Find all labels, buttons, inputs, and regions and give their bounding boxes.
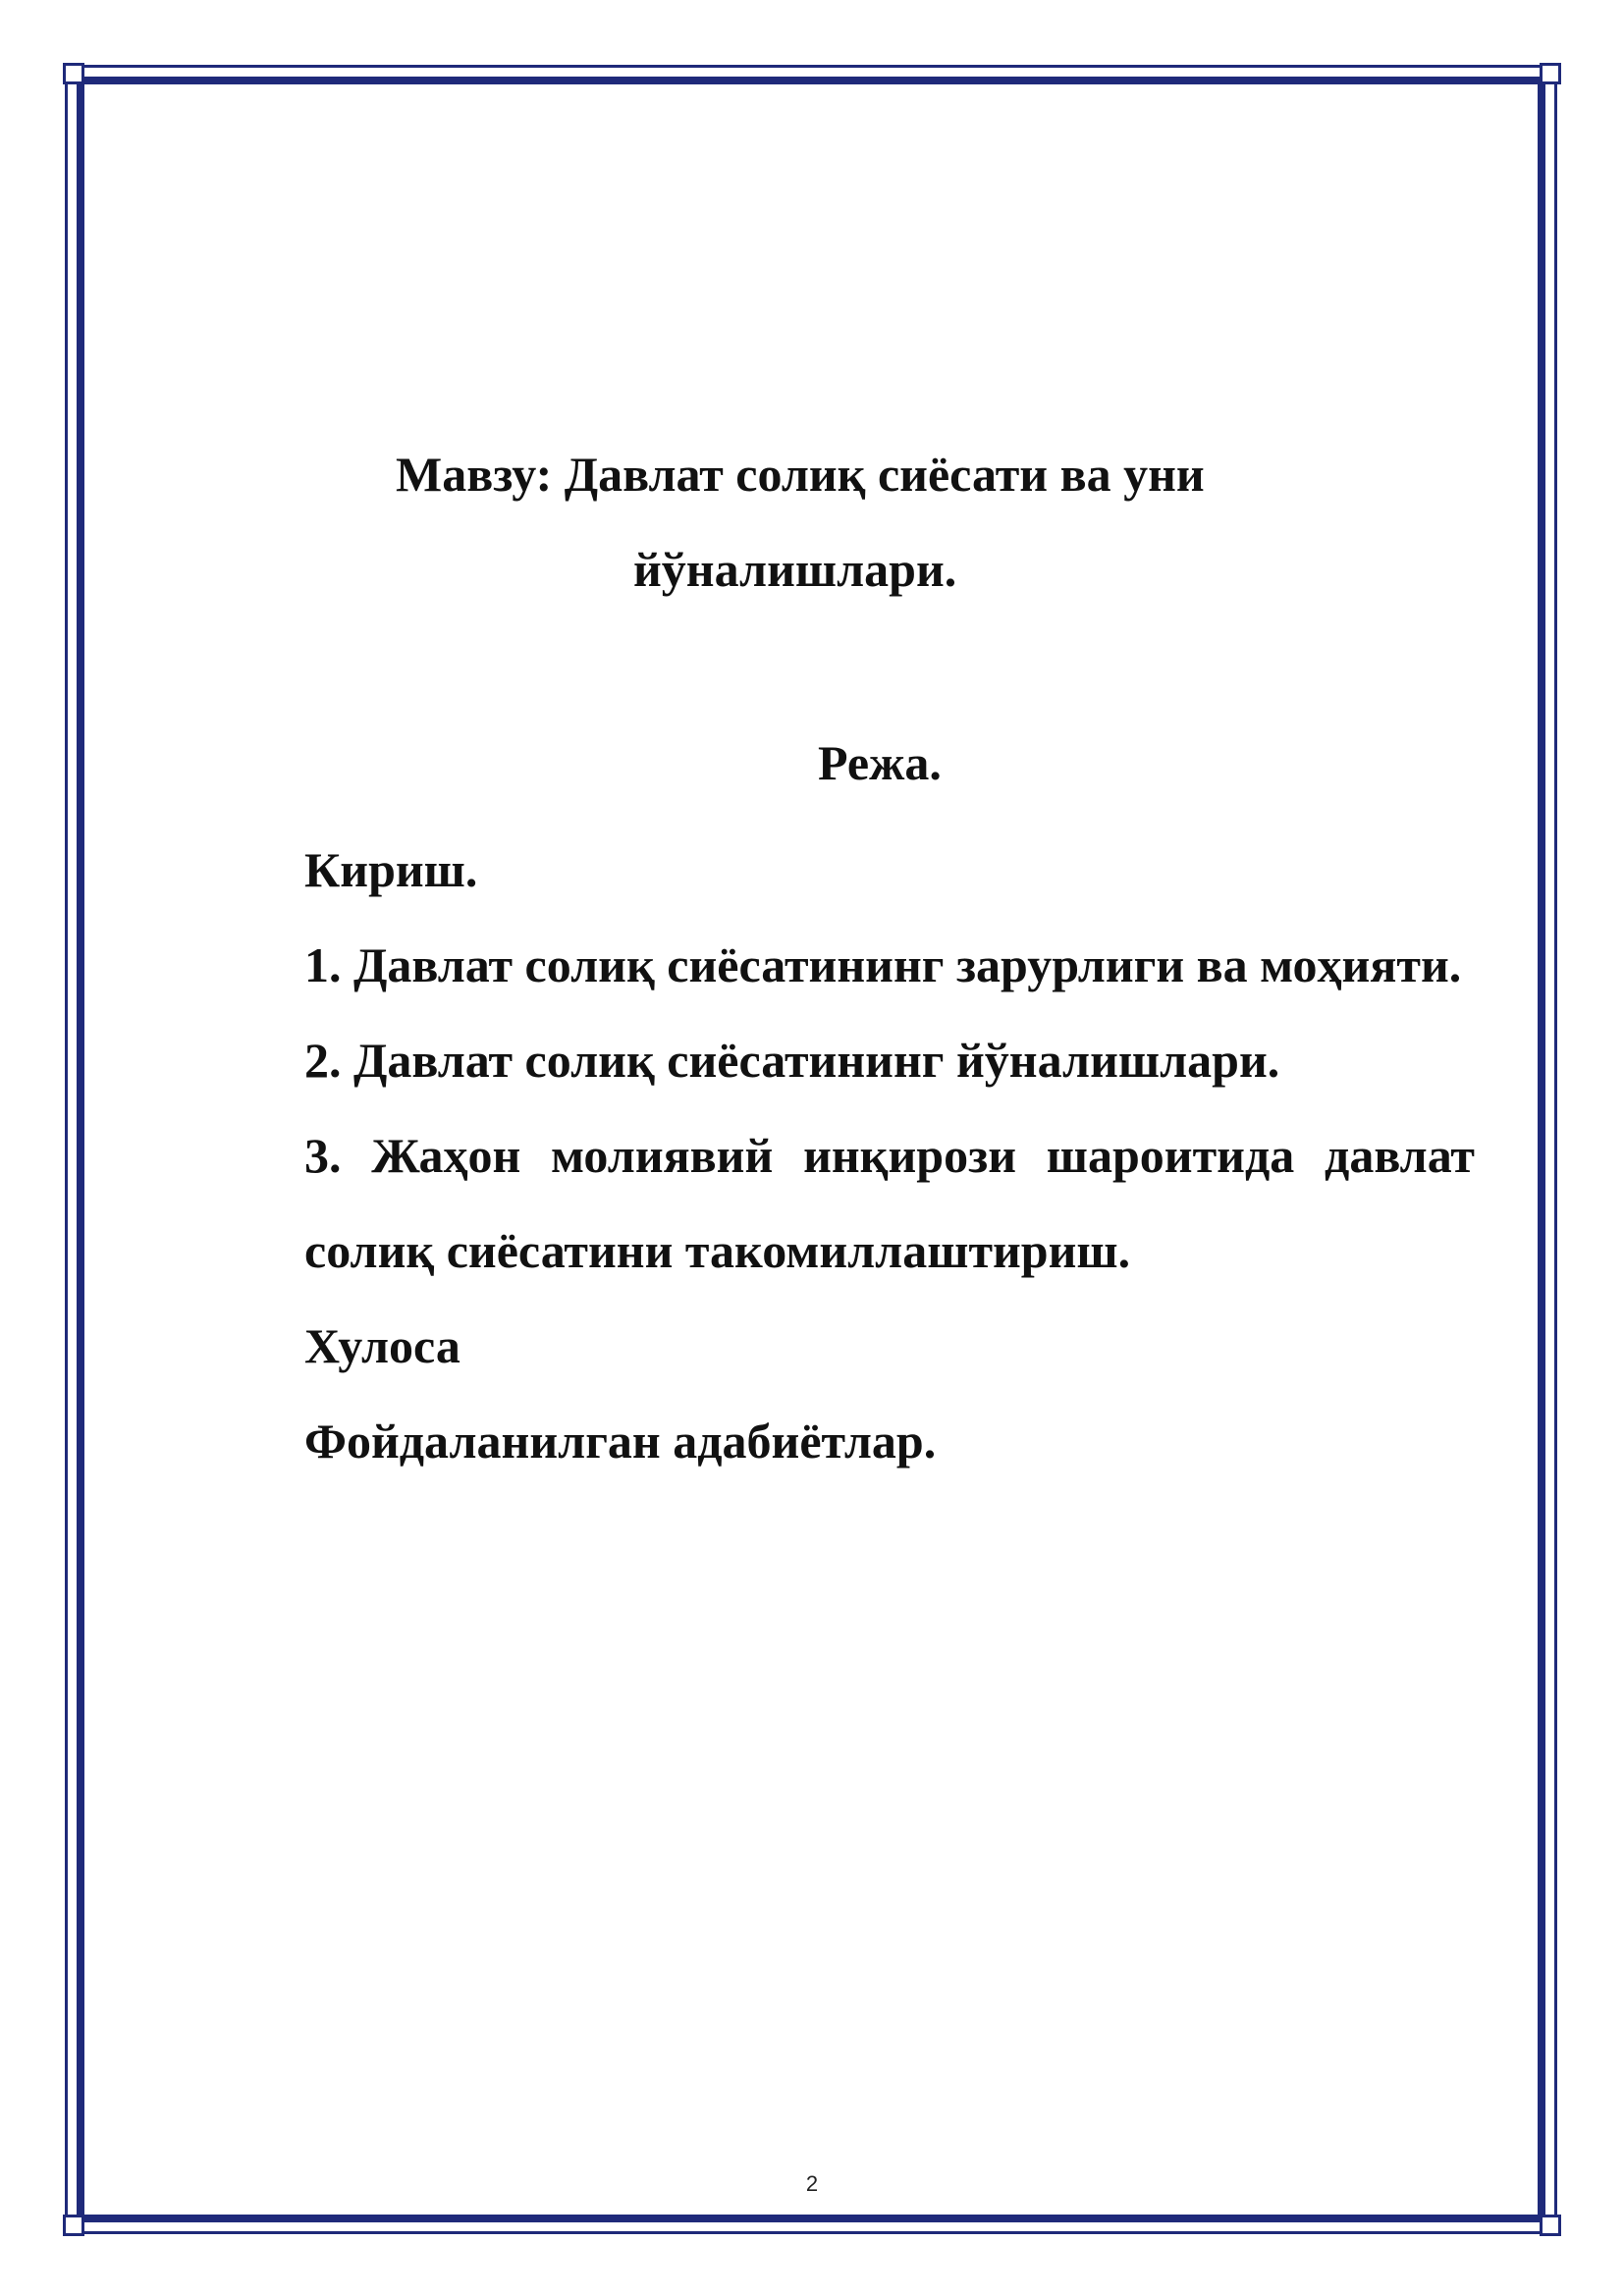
page-number: 2 [805,2171,819,2196]
plan-item-conclusion: Хулоса [304,1318,460,1373]
border-corner-ornament [63,63,84,84]
plan-item-1: 1. Давлат солиқ сиёсатининг зарурлиги ва моҳияти. [304,937,1462,992]
plan-item-3: 3. Жаҳон молиявий инқирози шароитида давлат солиқ сиёсатини такомиллаштириш. [304,1128,1475,1278]
document-title-line-2: йўналишлари. [633,542,957,597]
border-corner-ornament [1540,63,1561,84]
plan-heading: Режа. [818,735,942,790]
plan-item-references: Фойдаланилган адабиётлар. [304,1414,937,1468]
plan-list [304,823,1475,1489]
border-corner-ornament [63,2215,84,2236]
plan-item-2: 2. Давлат солиқ сиёсатининг йўналишлари. [304,1033,1280,1088]
plan-item-introduction: Кириш. [304,842,478,897]
document-title-line-1: Мавзу: Давлат солиқ сиёсати ва уни [396,447,1205,502]
border-corner-ornament [1540,2215,1561,2236]
